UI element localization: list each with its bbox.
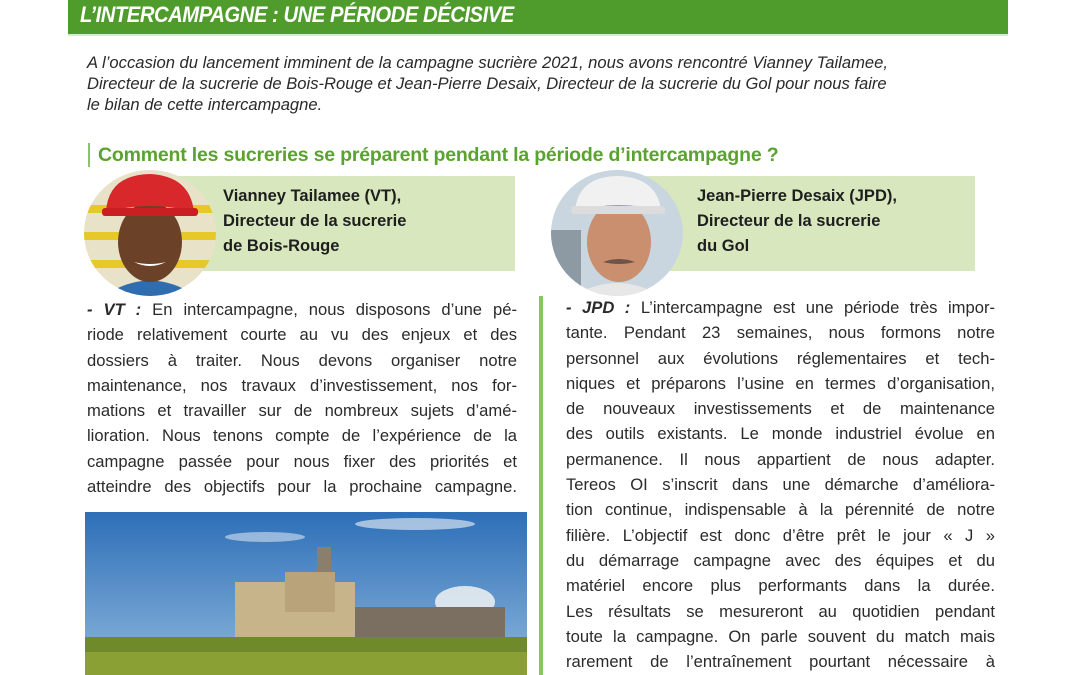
intro-line: A l’occasion du lancement imminent de la campagne sucrière 2021, nous avons rencontré Vianney Tailamee, — [87, 53, 888, 72]
body-line: lioration. Nous tenons compte de l’expérience de la — [87, 426, 517, 446]
body-line: campagne passée pour nous fixer des priorités et — [87, 451, 517, 471]
section-question: Comment les sucreries se préparent pendant la période d’intercampagne ? — [88, 143, 778, 167]
body-line: - JPD : L’intercampagne est une période très impor- — [566, 298, 995, 317]
body-line: du démarrage campagne avec des équipes et du — [566, 550, 995, 570]
body-line: riode relativement courte au vu des enjeux et des — [87, 325, 517, 345]
body-line: tante. Pendant 23 semaines, nous formons notre — [566, 323, 995, 343]
body-line: Tereos OI s’inscrit dans une démarche d’améliora- — [566, 475, 995, 495]
profile-name: Jean-Pierre Desaix (JPD), — [697, 187, 897, 205]
intro-paragraph — [87, 52, 997, 115]
body-line: matériel encore plus performants dans la durée. — [566, 576, 995, 596]
intro-line: le bilan de cette intercampagne. — [87, 95, 323, 114]
profile-role: Directeur de la sucrerie — [223, 212, 407, 230]
speaker-label: - VT : — [87, 300, 142, 319]
body-line: rarement de l’entraînement pourtant nécessaire à — [566, 652, 995, 672]
body-line: mations et travailler sur de nombreux sujets d’amé- — [87, 401, 517, 421]
profile-role: du Gol — [697, 237, 750, 255]
body-line: personnel aux évolutions réglementaires et tech- — [566, 348, 995, 368]
body-line: toute la campagne. On parle souvent du match mais — [566, 626, 995, 646]
body-line: filière. L’objectif est donc d’être prêt le jour « J » — [566, 525, 995, 545]
answer-vt — [87, 297, 517, 499]
portrait-jpd — [551, 170, 683, 296]
speaker-label: - JPD : — [566, 298, 631, 317]
body-line: niques et préparons l’usine en termes d’organisation, — [566, 373, 995, 393]
body-line: dossiers à traiter. Nous devons organiser notre — [87, 350, 517, 370]
body-line: atteindre des objectifs pour la prochaine campagne. — [87, 477, 517, 497]
profile-role: Directeur de la sucrerie — [697, 212, 881, 230]
portrait-vt — [84, 170, 216, 296]
answer-jpd — [566, 295, 995, 674]
body-line: tion continue, indispensable à la pérennité de notre — [566, 500, 995, 520]
body-line: maintenance, nos travaux d’investissement, nos for- — [87, 375, 517, 395]
profile-name: Vianney Tailamee (VT), — [223, 187, 402, 205]
column-divider — [539, 296, 543, 675]
page-title: L’INTERCAMPAGNE : UNE PÉRIODE DÉCISIVE — [80, 2, 514, 27]
sugar-factory-photo — [85, 512, 527, 675]
intro-line: Directeur de la sucrerie de Bois-Rouge et Jean-Pierre Desaix, Directeur de la sucrerie du Gol pour nous faire — [87, 74, 887, 93]
profile-box-vt — [167, 176, 515, 271]
body-line: de nouveaux investissements et de maintenance — [566, 399, 995, 419]
profile-role: de Bois-Rouge — [223, 237, 340, 255]
body-line: - VT : En intercampagne, nous disposons d’une pé- — [87, 300, 517, 319]
body-line: permanence. Il nous appartient de nous adapter. — [566, 449, 995, 469]
title-banner — [68, 0, 1008, 36]
body-line: des outils existants. Le monde industriel évolue en — [566, 424, 995, 444]
body-line: Les résultats se mesureront au quotidien pendant — [566, 601, 995, 621]
